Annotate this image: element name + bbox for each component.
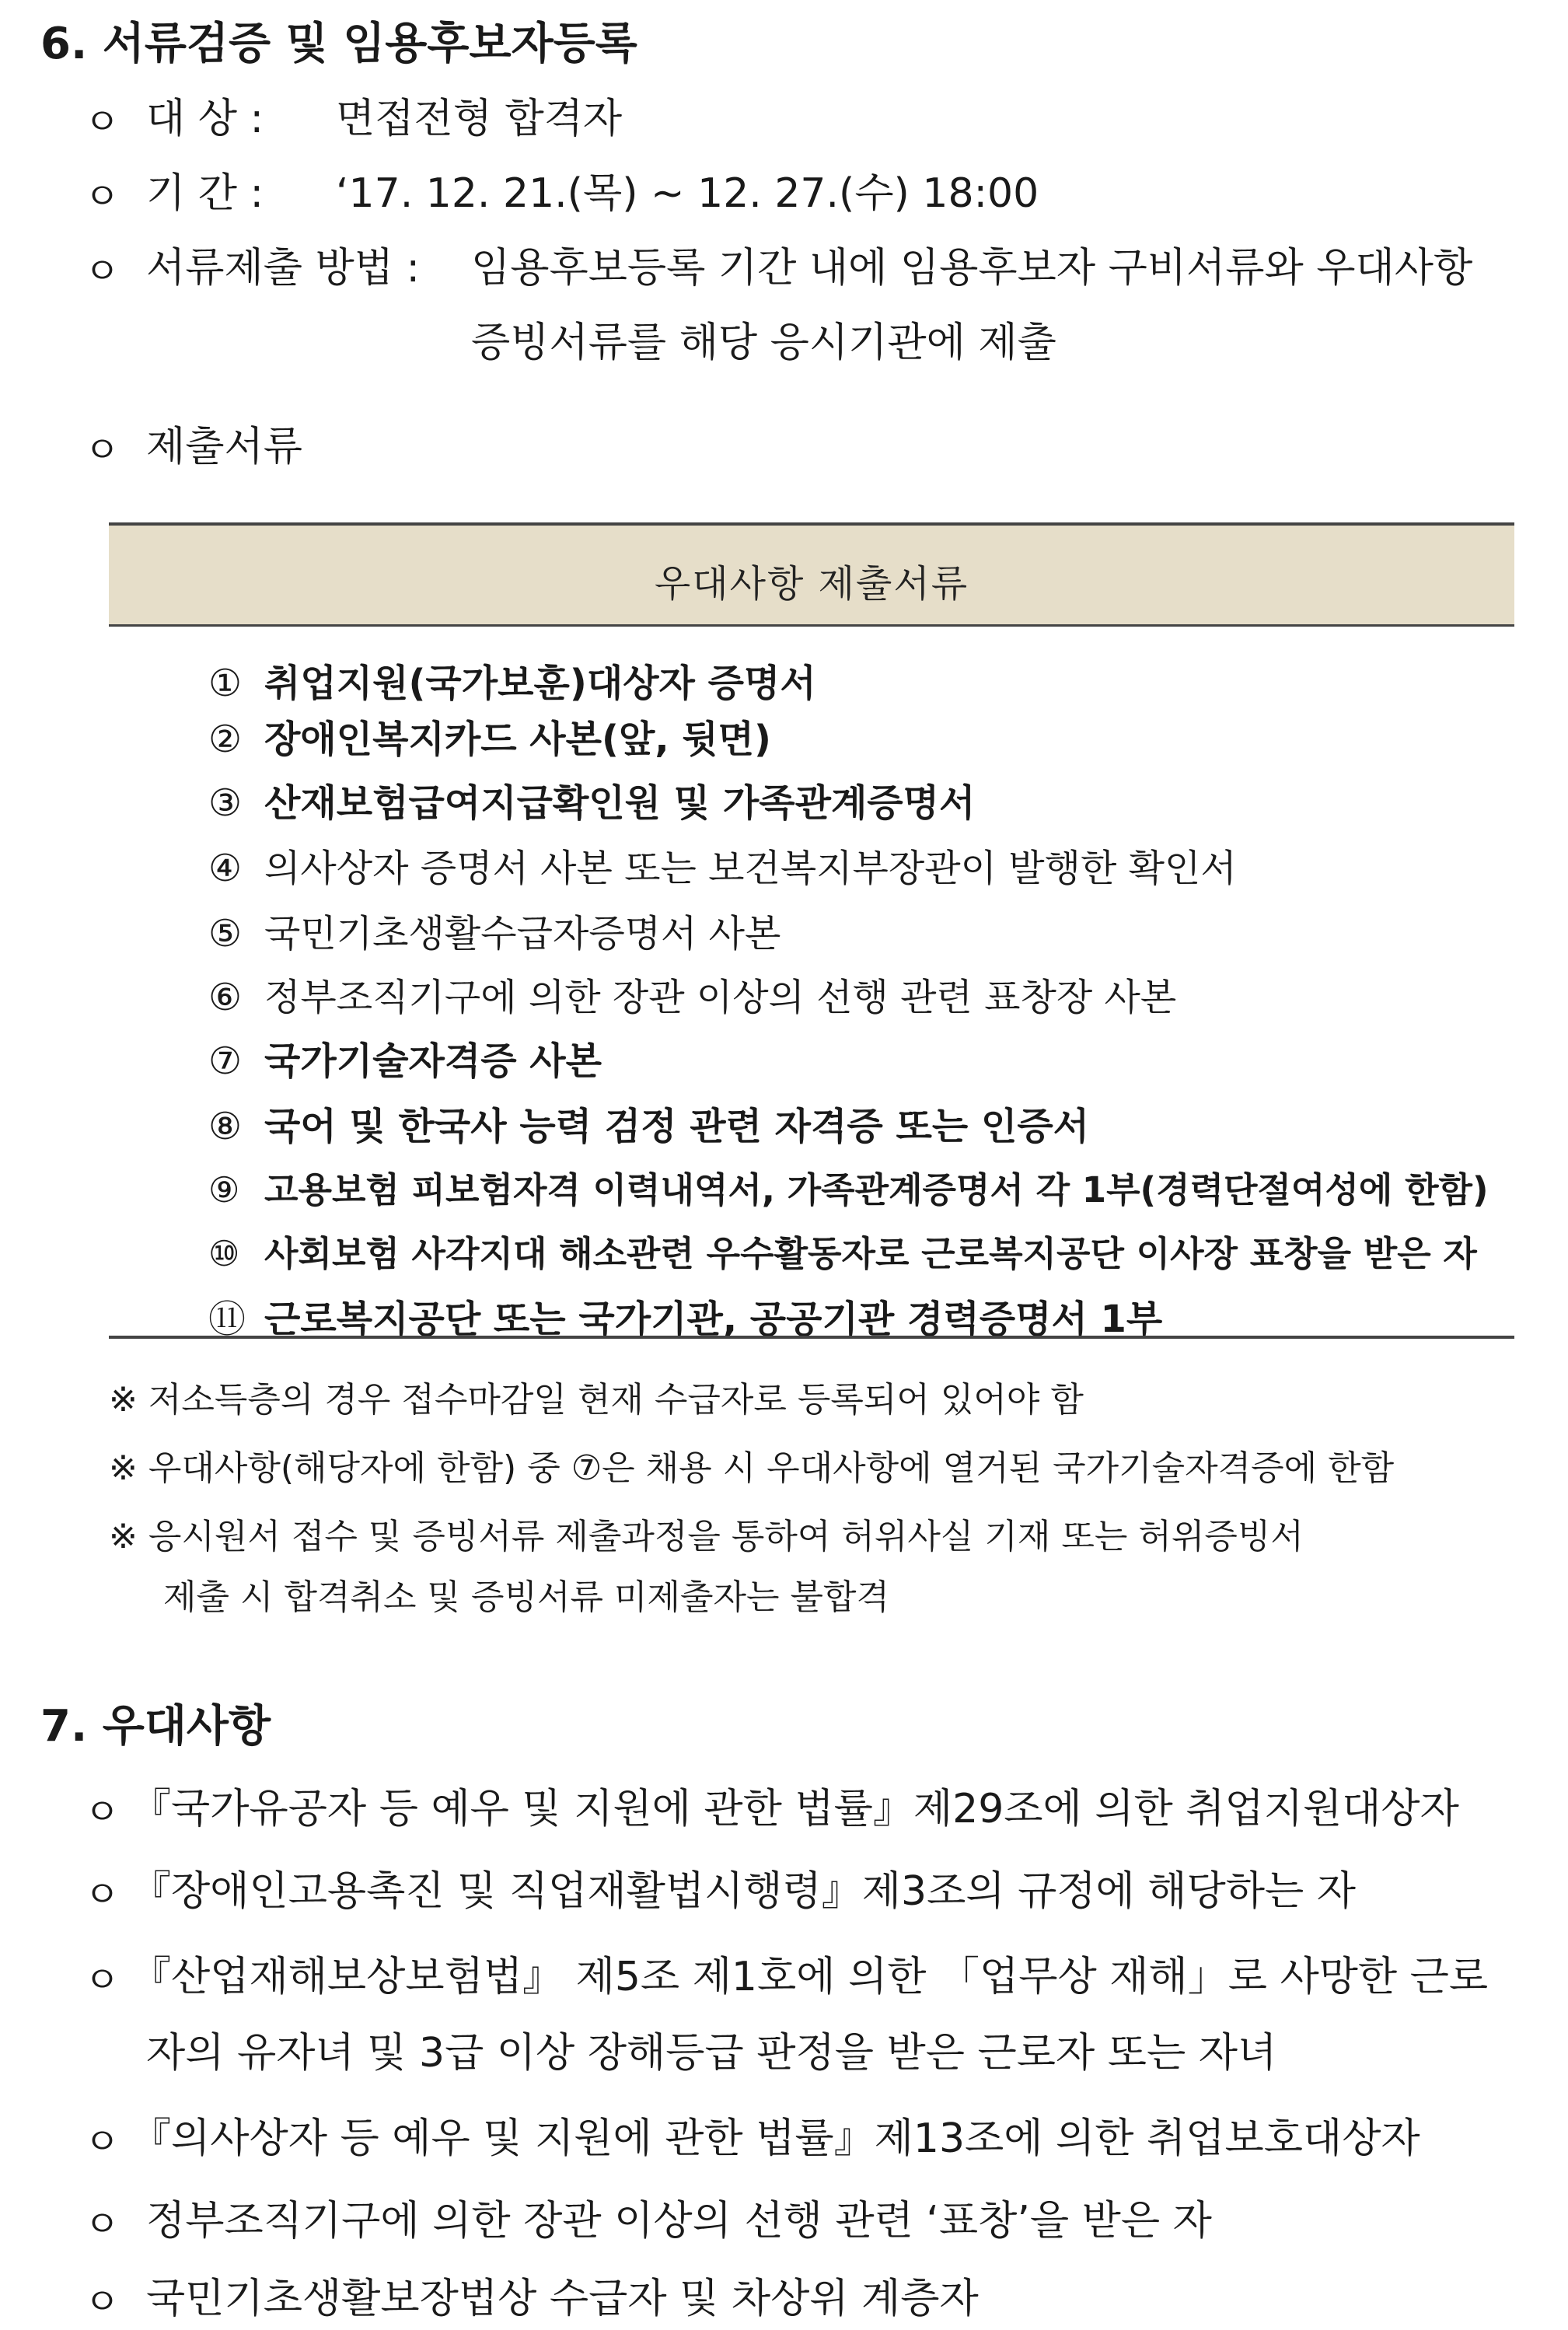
docs-label: 제출서류 xyxy=(146,424,302,470)
bullet-icon: ㅇ xyxy=(84,2280,120,2324)
note-false-info-cont: 제출 시 합격취소 및 증빙서류 미제출자는 불합격 xyxy=(163,1577,889,1617)
bullet-icon: ㅇ xyxy=(84,100,120,144)
target-value: 면접전형 합격자 xyxy=(336,96,623,142)
bullet-icon: ㅇ xyxy=(84,2120,120,2164)
bullet-icon: ㅇ xyxy=(84,1790,120,1834)
document-item: ⑧ 국어 및 한국사 능력 검정 관련 자격증 또는 인증서 xyxy=(208,1105,1090,1148)
preference-item: 『의사상자 등 예우 및 지원에 관한 법률』제13조에 의한 취업보호대상자 xyxy=(131,2115,1420,2162)
documents-table-bottom-rule xyxy=(109,1336,1514,1339)
document-item: ⑩ 사회보험 사각지대 해소관련 우수활동자로 근로복지공단 이사장 표창을 받은 자 xyxy=(208,1233,1477,1274)
bullet-icon: ㅇ xyxy=(84,428,120,472)
document-item: ⑥ 정부조직기구에 의한 장관 이상의 선행 관련 표창장 사본 xyxy=(208,976,1177,1019)
document-item: ⑪ 근로복지공단 또는 국가기관, 공공기관 경력증명서 1부 xyxy=(208,1298,1163,1341)
preference-item-cont: 자의 유자녀 및 3급 이상 장해등급 판정을 받은 근로자 또는 자녀 xyxy=(146,2030,1277,2077)
note-low-income: ※ 저소득층의 경우 접수마감일 현재 수급자로 등록되어 있어야 함 xyxy=(109,1380,1084,1420)
method-label: 서류제출 방법 : xyxy=(146,245,420,292)
document-item: ③ 산재보험급여지급확인원 및 가족관계증명서 xyxy=(208,781,976,825)
section6-title: 6. 서류검증 및 임용후보자등록 xyxy=(40,19,637,69)
documents-table-header-label: 우대사항 제출서류 xyxy=(654,562,969,606)
preference-item: 『장애인고용촉진 및 직업재활법시행령』제3조의 규정에 해당하는 자 xyxy=(131,1868,1356,1915)
section7-title: 7. 우대사항 xyxy=(40,1701,271,1752)
bullet-icon: ㅇ xyxy=(84,175,120,218)
bullet-icon: ㅇ xyxy=(84,2202,120,2246)
document-item: ① 취업지원(국가보훈)대상자 증명서 xyxy=(208,662,816,705)
method-line1: 임용후보등록 기간 내에 임용후보자 구비서류와 우대사항 xyxy=(471,245,1473,292)
method-line2: 증빙서류를 해당 응시기관에 제출 xyxy=(471,320,1056,366)
note-false-info: ※ 응시원서 접수 및 증빙서류 제출과정을 통하여 허위사실 기재 또는 허위증빙서 xyxy=(109,1517,1304,1556)
preference-item: 『산업재해보상보험법』 제5조 제1호에 의한 「업무상 재해」로 사망한 근로 xyxy=(131,1954,1489,2000)
target-label: 대 상 : xyxy=(146,96,264,142)
period-label: 기 간 : xyxy=(146,170,264,217)
document-item: ⑨ 고용보험 피보험자격 이력내역서, 가족관계증명서 각 1부(경력단절여성에 한함) xyxy=(208,1169,1489,1210)
preference-item: 『국가유공자 등 예우 및 지원에 관한 법률』제29조에 의한 취업지원대상자 xyxy=(131,1786,1459,1832)
document-item: ④ 의사상자 증명서 사본 또는 보건복지부장관이 발행한 확인서 xyxy=(208,847,1237,890)
period-value: ‘17. 12. 21.(목) ~ 12. 27.(수) 18:00 xyxy=(336,170,1039,217)
document-item: ⑤ 국민기초생활수급자증명서 사본 xyxy=(208,912,781,955)
preference-item: 국민기초생활보장법상 수급자 및 차상위 계층자 xyxy=(146,2276,979,2322)
document-item: ⑦ 국가기술자격증 사본 xyxy=(208,1039,602,1083)
bullet-icon: ㅇ xyxy=(84,250,120,293)
bullet-icon: ㅇ xyxy=(84,1873,120,1916)
documents-table-header xyxy=(109,522,1514,627)
note-preference-limit: ※ 우대사항(해당자에 한함) 중 ⑦은 채용 시 우대사항에 열거된 국가기술자격증에 한함 xyxy=(109,1448,1395,1488)
bullet-icon: ㅇ xyxy=(84,1958,120,2002)
document-item: ② 장애인복지카드 사본(앞, 뒷면) xyxy=(208,718,771,761)
preference-item: 정부조직기구에 의한 장관 이상의 선행 관련 ‘표창’을 받은 자 xyxy=(146,2198,1212,2244)
